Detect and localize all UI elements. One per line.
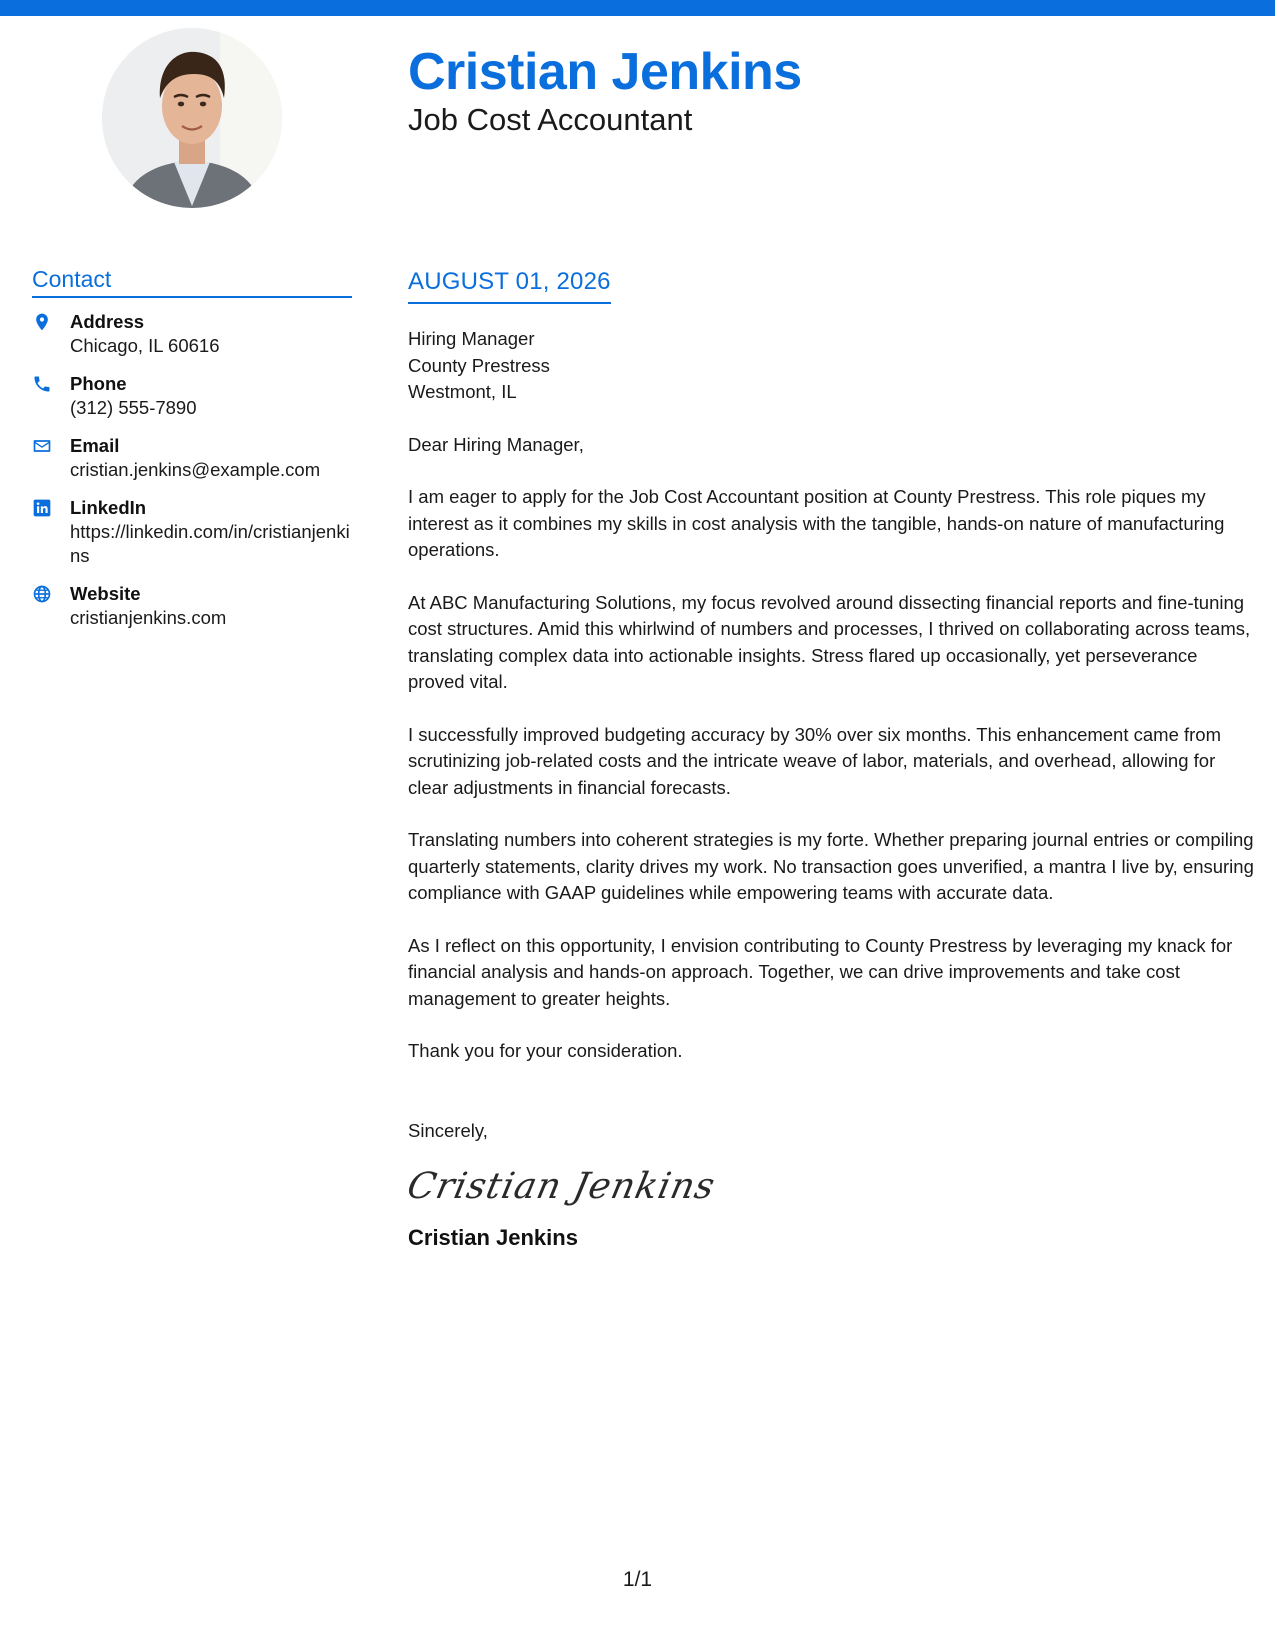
recipient-line: County Prestress [408,354,550,376]
contact-heading: Contact [32,266,352,298]
contact-label: LinkedIn [70,497,147,518]
linkedin-link[interactable]: https://linkedin.com/in/cristianjenkins [70,521,350,566]
top-accent-bar [0,0,1275,16]
contact-item-address [32,310,352,358]
signer-name: Cristian Jenkins [408,1225,578,1250]
contact-value: Chicago, IL 60616 [70,335,220,356]
contact-sidebar [32,266,352,644]
email-link[interactable]: cristian.jenkins@example.com [70,459,321,480]
letter-body [403,268,1256,1251]
signature: Cristian Jenkins [403,1166,720,1207]
letter-paragraph: Thank you for your consideration. [408,1040,683,1061]
contact-item-website [32,582,352,630]
contact-label: Email [70,435,120,456]
contact-item-phone [32,372,352,420]
map-pin-icon [32,310,70,332]
letter-paragraph: I am eager to apply for the Job Cost Accountant position at County Prestress. This role piques my interest as it combines my skills in cost analysis with the tangible, hands-on nature of manufacturing operations. [408,486,1225,560]
recipient-line: Westmont, IL [408,381,517,402]
closing: Sincerely, [408,1119,488,1141]
contact-label: Phone [70,373,127,394]
website-link[interactable]: cristianjenkins.com [70,607,227,628]
phone-icon [32,372,70,394]
letter-date: AUGUST 01, 2026 [408,268,611,304]
letter-paragraph: I successfully improved budgeting accuracy by 30% over six months. This enhancement came from scrutinizing job-related costs and the intricate weave of labor, materials, and overhead, allowing for clear adjustments in financial forecasts. [408,723,1222,798]
recipient-line: Hiring Manager [408,328,535,349]
letter-paragraph: At ABC Manufacturing Solutions, my focus revolved around dissecting financial reports and fine-tuning cost structures. Amid this whirlwind of numbers and processes, I thrived on collaborating across teams, translating complex data into actionable insights. Stress flared up occasionally, yet perseverance proved vital. [408,591,1251,692]
salutation: Dear Hiring Manager, [408,433,584,455]
contact-label: Website [70,583,141,604]
recipient-block [408,326,1256,406]
contact-label: Address [70,311,145,332]
linkedin-icon [32,496,70,518]
contact-item-linkedin [32,496,352,568]
globe-icon [32,582,70,604]
contact-item-email [32,434,352,482]
candidate-name: Cristian Jenkins [408,43,802,101]
letter-paragraph: As I reflect on this opportunity, I envision contributing to County Prestress by leveraging my knack for financial analysis and hands-on approach. Together, we can drive improvements and take cost management to greater heights. [408,934,1233,1009]
contact-list [32,310,352,630]
contact-value: (312) 555-7890 [70,397,197,418]
letter-paragraph: Translating numbers into coherent strategies is my forte. Whether preparing journal entries or compiling quarterly statements, clarity drives my work. No transaction goes unverified, a mantra I live by, ensuring compliance with GAAP guidelines while empowering teams with accurate data. [408,829,1254,903]
page-number: 1/1 [622,1568,653,1591]
profile-photo [102,28,282,208]
candidate-job-title: Job Cost Accountant [408,102,693,137]
email-icon [32,434,70,456]
